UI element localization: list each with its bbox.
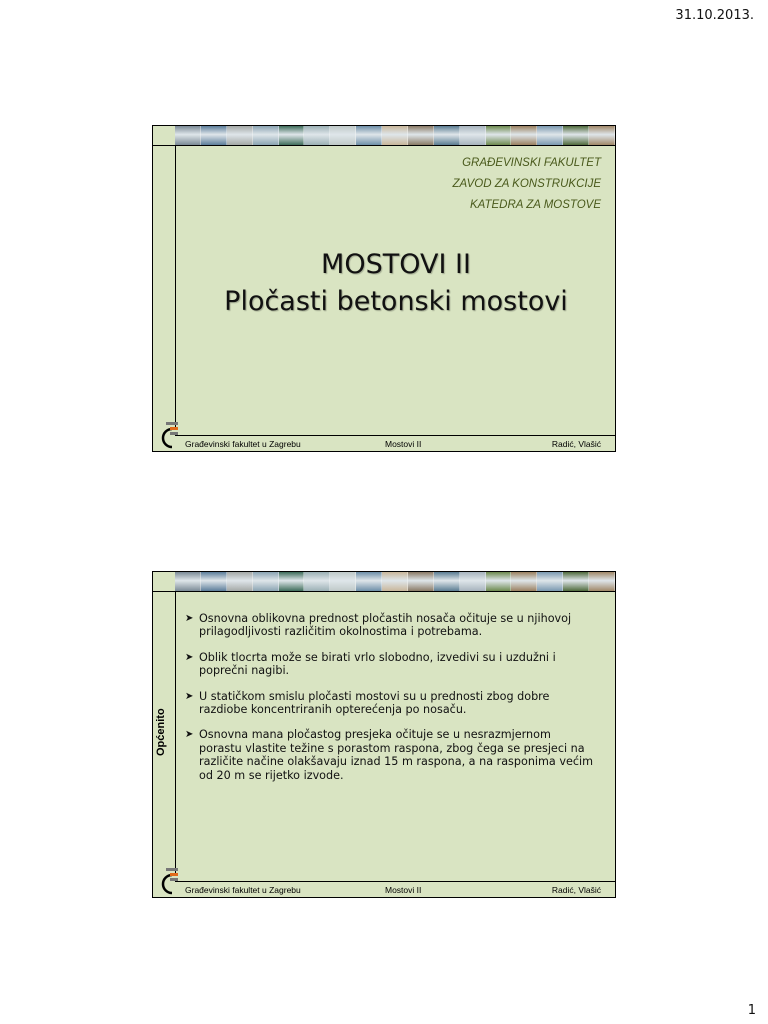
sidebar-divider <box>175 145 176 430</box>
institution-block <box>453 153 601 216</box>
page-date: 31.10.2013. <box>675 8 754 23</box>
corner-divider <box>153 145 175 146</box>
department-name: ZAVOD ZA KONSTRUKCIJE <box>452 178 601 190</box>
bridge-photo <box>486 572 512 591</box>
bridge-photo <box>356 572 382 591</box>
list-item: ➤ Oblik tlocrta može se birati vrlo slobodno, izvedivi su i uzdužni i poprečni nagibi. <box>185 650 556 678</box>
footer-divider <box>175 881 615 882</box>
slide-title-page <box>152 125 616 452</box>
bridge-photo <box>201 572 227 591</box>
footer-course: Mostovi II <box>385 885 422 895</box>
bridge-photo <box>563 572 589 591</box>
bridge-photo <box>330 126 356 145</box>
arrow-bullet-icon: ➤ <box>185 651 194 663</box>
bridge-photo <box>253 572 279 591</box>
bridge-photo <box>408 126 434 145</box>
bridge-photo <box>356 126 382 145</box>
corner-divider <box>153 591 175 592</box>
arrow-bullet-icon: ➤ <box>185 690 194 702</box>
slide-title <box>177 246 615 320</box>
bridge-photo <box>304 126 330 145</box>
bridge-photo <box>382 126 408 145</box>
bridge-photo-strip <box>175 572 615 592</box>
bridge-photo <box>589 572 615 591</box>
list-item: ➤ U statičkom smislu pločasti mostovi su u prednosti zbog dobre razdiobe koncentriranih opterećenja po nosaču. <box>185 689 550 717</box>
lecture-title: Pločasti betonski mostovi <box>224 286 568 317</box>
page-number: 1 <box>747 1003 756 1018</box>
footer-authors: Radić, Vlašić <box>551 439 601 449</box>
list-item: ➤ Osnovna oblikovna prednost pločastih nosača očituje se u njihovoj prilagodljivosti različitim okolnostima i potrebama. <box>185 612 572 639</box>
chair-name: KATEDRA ZA MOSTOVE <box>470 199 601 211</box>
bridge-photo <box>304 572 330 591</box>
footer-faculty: Građevinski fakultet u Zagrebu <box>185 439 301 449</box>
faculty-logo-icon <box>156 867 178 897</box>
bridge-photo <box>279 572 305 591</box>
footer-course: Mostovi II <box>385 439 422 449</box>
footer-faculty: Građevinski fakultet u Zagrebu <box>185 885 301 895</box>
bridge-photo <box>511 126 537 145</box>
bridge-photo <box>408 572 434 591</box>
footer-divider <box>175 435 615 436</box>
course-title: MOSTOVI II <box>321 249 471 280</box>
footer-authors: Radić, Vlašić <box>551 885 601 895</box>
bridge-photo <box>511 572 537 591</box>
bridge-photo <box>382 572 408 591</box>
bridge-photo-strip <box>175 126 615 146</box>
arrow-bullet-icon: ➤ <box>185 729 194 741</box>
bridge-photo <box>201 126 227 145</box>
bridge-photo <box>175 126 201 145</box>
arrow-bullet-icon: ➤ <box>185 613 194 624</box>
section-label: Općenito <box>155 708 167 756</box>
bridge-photo <box>434 572 460 591</box>
faculty-logo-icon <box>156 421 178 451</box>
faculty-name: GRAĐEVINSKI FAKULTET <box>462 157 601 169</box>
bridge-photo <box>537 126 563 145</box>
bridge-photo <box>434 126 460 145</box>
slide-general <box>152 571 616 898</box>
sidebar-divider <box>175 591 176 876</box>
bridge-photo <box>330 572 356 591</box>
bridge-photo <box>279 126 305 145</box>
slide-footer <box>185 885 601 897</box>
bridge-photo <box>537 572 563 591</box>
bridge-photo <box>253 126 279 145</box>
bridge-photo <box>460 572 486 591</box>
bridge-photo <box>486 126 512 145</box>
bridge-photo <box>589 126 615 145</box>
bridge-photo <box>175 572 201 591</box>
slide-footer <box>185 439 601 451</box>
bullet-list <box>185 612 595 794</box>
bridge-photo <box>227 572 253 591</box>
bridge-photo <box>563 126 589 145</box>
bridge-photo <box>460 126 486 145</box>
bridge-photo <box>227 126 253 145</box>
list-item: ➤ Osnovna mana pločastog presjeka očituje se u nesrazmjernom porastu vlastite težine s porastom raspona, zbog čega se presjeci na različite načine olakšavaju iznad 15 m raspona, a na rasponima većim od 20 m se rijetko izvode. <box>185 728 593 782</box>
